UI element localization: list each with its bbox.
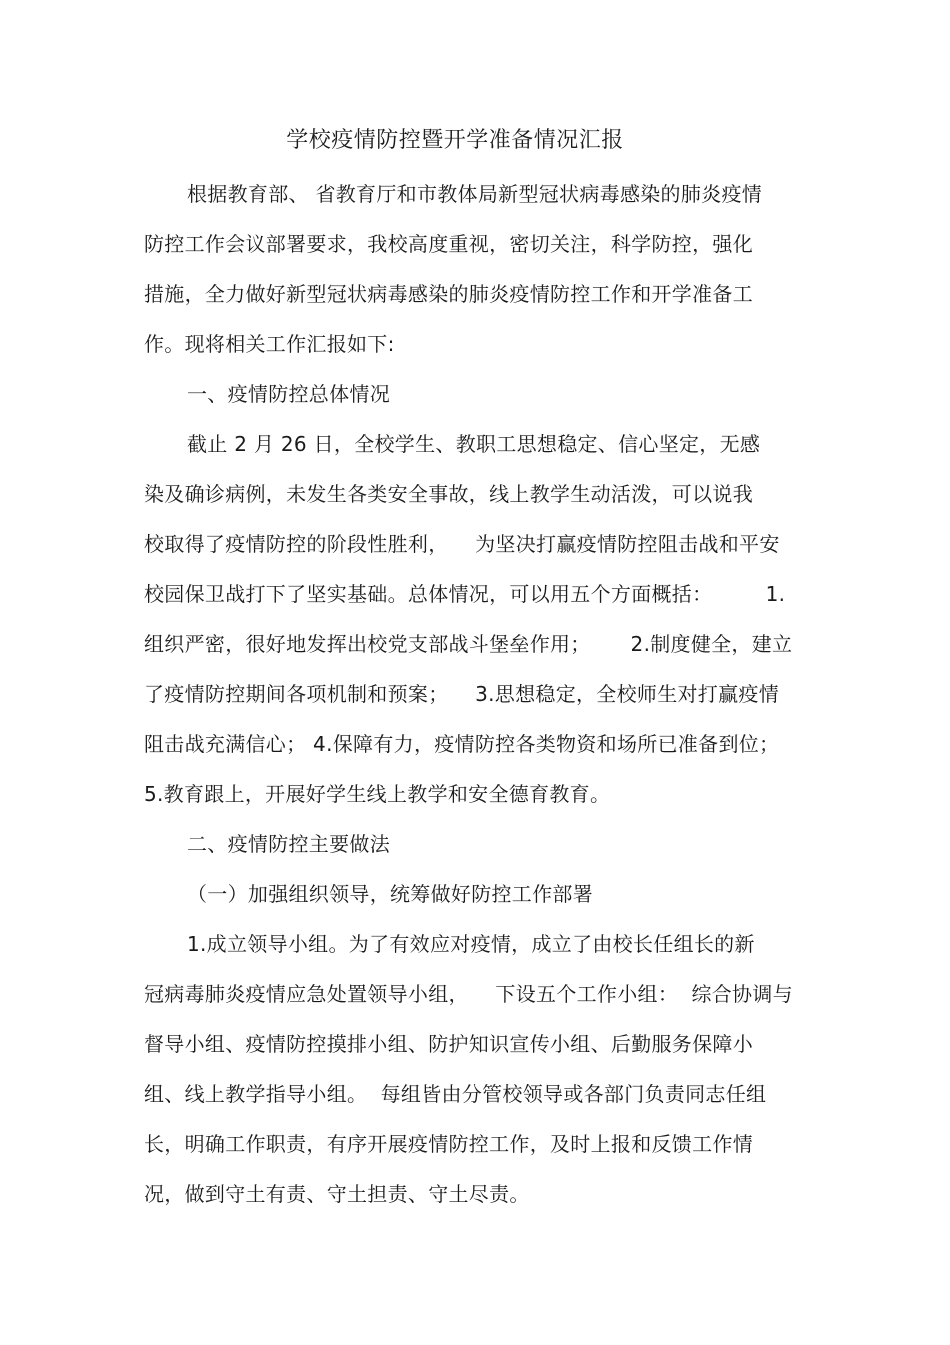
paragraph-line: 防控工作会议部署要求，我校高度重视，密切关注，科学防控，强化 bbox=[144, 232, 753, 256]
paragraph-line: 督导小组、疫情防控摸排小组、防护知识宣传小组、后勤服务保障小 bbox=[144, 1032, 753, 1056]
paragraph-line: 组织严密，很好地发挥出校党支部战斗堡垒作用； 2.制度健全，建立 bbox=[144, 632, 793, 656]
paragraph-line: 况，做到守土有责、守土担责、守土尽责。 bbox=[144, 1182, 530, 1206]
paragraph-line: 措施，全力做好新型冠状病毒感染的肺炎疫情防控工作和开学准备工 bbox=[144, 282, 753, 306]
paragraph-line: 冠病毒肺炎疫情应急处置领导小组， 下设五个工作小组： 综合协调与 bbox=[144, 982, 793, 1006]
subsection-heading: （一）加强组织领导，统筹做好防控工作部署 bbox=[187, 882, 593, 906]
paragraph-line: 校园保卫战打下了坚实基础。总体情况，可以用五个方面概括： 1. bbox=[144, 582, 786, 606]
section-heading: 二、疫情防控主要做法 bbox=[187, 832, 390, 856]
paragraph-line: 截止 2 月 26 日，全校学生、教职工思想稳定、信心坚定，无感 bbox=[187, 432, 761, 456]
paragraph-line: 染及确诊病例，未发生各类安全事故，线上教学生动活泼，可以说我 bbox=[144, 482, 753, 506]
paragraph-line: 组、线上教学指导小组。 每组皆由分管校领导或各部门负责同志任组 bbox=[144, 1082, 767, 1106]
paragraph-line: 1.成立领导小组。为了有效应对疫情，成立了由校长任组长的新 bbox=[187, 932, 755, 956]
paragraph-line: 5.教育跟上，开展好学生线上教学和安全德育教育。 bbox=[144, 782, 611, 806]
section-heading: 一、疫情防控总体情况 bbox=[187, 382, 390, 406]
paragraph-line: 了疫情防控期间各项机制和预案； 3.思想稳定，全校师生对打赢疫情 bbox=[144, 682, 780, 706]
paragraph-line: 根据教育部、 省教育厅和市教体局新型冠状病毒感染的肺炎疫情 bbox=[187, 182, 763, 206]
paragraph-line: 校取得了疫情防控的阶段性胜利， 为坚决打赢疫情防控阻击战和平安 bbox=[144, 532, 780, 556]
document-title: 学校疫情防控暨开学准备情况汇报 bbox=[286, 128, 624, 153]
paragraph-line: 作。现将相关工作汇报如下: bbox=[144, 332, 395, 356]
paragraph-line: 阻击战充满信心； 4.保障有力，疫情防控各类物资和场所已准备到位； bbox=[144, 732, 780, 756]
paragraph-line: 长，明确工作职责，有序开展疫情防控工作，及时上报和反馈工作情 bbox=[144, 1132, 753, 1156]
